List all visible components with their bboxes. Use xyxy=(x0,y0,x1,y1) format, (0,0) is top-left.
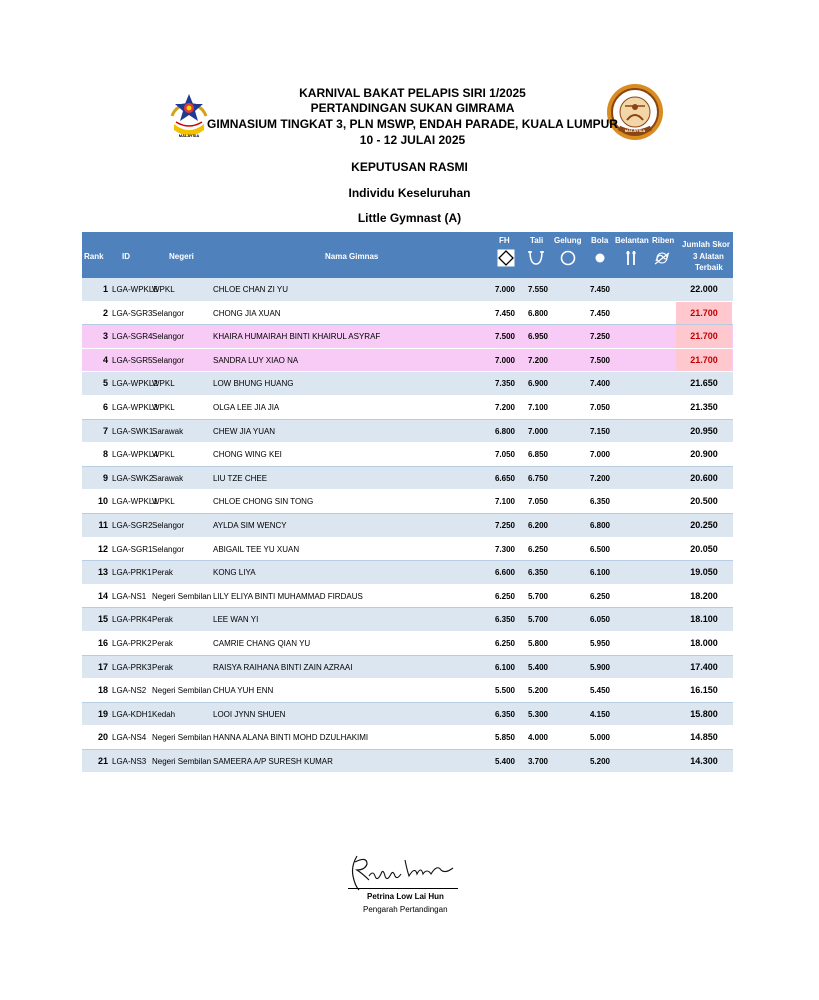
col-id: ID xyxy=(122,252,130,261)
rank-cell: 13 xyxy=(97,567,108,578)
ribbon-icon xyxy=(653,249,671,267)
bola-score-cell: 6.800 xyxy=(589,520,610,530)
logo-left-text: MALAYSIA xyxy=(178,133,200,138)
negeri-cell: Negeri Sembilan xyxy=(152,733,212,743)
name-cell: LEE WAN YI xyxy=(213,615,259,625)
id-cell: LGA-WPKL3 xyxy=(112,402,158,412)
id-cell: LGA-SWK1 xyxy=(112,426,154,436)
rank-cell: 1 xyxy=(102,284,108,294)
bola-score-cell: 5.900 xyxy=(589,662,610,672)
rank-cell: 11 xyxy=(98,519,108,530)
tali-score-cell: 5.700 xyxy=(527,591,548,601)
fh-score-cell: 6.800 xyxy=(494,426,515,436)
col-bola: Bola xyxy=(591,236,609,245)
bola-score-cell: 6.100 xyxy=(589,568,610,578)
tali-score-cell: 6.850 xyxy=(527,450,548,460)
total-score-cell: 20.600 xyxy=(690,472,718,483)
table-row xyxy=(82,726,733,750)
table-row xyxy=(82,750,733,774)
table-row xyxy=(82,467,733,491)
category-heading: Individu Keseluruhan xyxy=(348,186,471,200)
col-jumlah-1: Jumlah Skor xyxy=(682,240,731,249)
results-table xyxy=(82,232,733,773)
tali-score-cell: 6.250 xyxy=(527,544,548,554)
id-cell: LGA-NS2 xyxy=(112,686,147,696)
fh-score-cell: 7.500 xyxy=(494,332,515,342)
tali-score-cell: 3.700 xyxy=(527,756,548,766)
bola-score-cell: 7.250 xyxy=(589,332,610,342)
fh-score-cell: 5.400 xyxy=(494,756,515,766)
negeri-cell: Negeri Sembilan xyxy=(152,591,212,601)
table-row xyxy=(82,656,733,680)
total-score-cell: 16.150 xyxy=(690,685,718,696)
table-row xyxy=(82,608,733,632)
fh-score-cell: 7.450 xyxy=(494,308,515,318)
rank-cell: 3 xyxy=(102,331,108,342)
id-cell: LGA-WPKL1 xyxy=(112,497,158,507)
name-cell: LIU TZE CHEE xyxy=(213,473,268,483)
table-row xyxy=(82,703,733,727)
name-cell: KONG LIYA xyxy=(213,568,256,578)
id-cell: LGA-WPKL2 xyxy=(112,379,158,389)
bola-score-cell: 7.200 xyxy=(589,473,610,483)
total-score-cell: 14.300 xyxy=(690,755,718,766)
bola-score-cell: 7.000 xyxy=(589,450,610,460)
bola-score-cell: 7.150 xyxy=(589,426,610,436)
tali-score-cell: 5.300 xyxy=(527,709,548,719)
fh-score-cell: 6.350 xyxy=(494,615,515,625)
table-row xyxy=(82,349,733,373)
event-subtitle: PERTANDINGAN SUKAN GIMRAMA xyxy=(310,101,515,115)
table-row xyxy=(82,561,733,585)
name-cell: SAMEERA A/P SURESH KUMAR xyxy=(213,756,333,766)
table-row xyxy=(82,396,733,420)
negeri-cell: Sarawak xyxy=(152,473,184,483)
col-gelung: Gelung xyxy=(554,236,582,245)
bola-score-cell: 7.050 xyxy=(589,402,610,412)
id-cell: LGA-SWK2 xyxy=(112,473,154,483)
bola-score-cell: 7.500 xyxy=(589,355,610,365)
col-belantan: Belantan xyxy=(615,236,649,245)
name-cell: AYLDA SIM WENCY xyxy=(213,520,287,530)
table-row xyxy=(82,538,733,562)
id-cell: LGA-NS1 xyxy=(112,591,147,601)
id-cell: LGA-SGR3 xyxy=(112,308,153,318)
rank-cell: 4 xyxy=(102,354,108,365)
bola-score-cell: 5.450 xyxy=(589,686,610,696)
name-cell: ABIGAIL TEE YU XUAN xyxy=(213,544,300,554)
negeri-cell: WPKL xyxy=(152,402,175,412)
total-score-cell: 20.250 xyxy=(690,519,718,530)
rank-cell: 12 xyxy=(97,543,108,554)
bola-score-cell: 7.450 xyxy=(589,285,610,294)
table-row xyxy=(82,585,733,609)
negeri-cell: Selangor xyxy=(152,355,185,365)
tali-score-cell: 6.800 xyxy=(527,308,548,318)
rank-cell: 20 xyxy=(97,732,108,743)
fh-score-cell: 7.050 xyxy=(494,450,515,460)
name-cell: CHONG WING KEI xyxy=(213,450,282,460)
total-score-cell: 21.700 xyxy=(676,302,732,325)
bola-score-cell: 7.450 xyxy=(589,308,610,318)
bola-score-cell: 6.250 xyxy=(589,591,610,601)
total-score-cell: 22.000 xyxy=(690,284,718,294)
fh-score-cell: 7.350 xyxy=(494,379,515,389)
total-score-cell: 18.100 xyxy=(690,614,718,625)
rank-cell: 18 xyxy=(97,685,108,696)
fh-score-cell: 5.850 xyxy=(494,733,515,743)
tali-score-cell: 6.900 xyxy=(527,379,548,389)
bola-score-cell: 5.950 xyxy=(589,638,610,648)
col-tali: Tali xyxy=(530,236,544,245)
bola-score-cell: 5.200 xyxy=(589,756,610,766)
fh-score-cell: 7.250 xyxy=(494,520,515,530)
clubs-icon xyxy=(622,249,640,267)
total-score-cell: 14.850 xyxy=(690,732,718,743)
tali-score-cell: 5.800 xyxy=(527,638,548,648)
rank-cell: 15 xyxy=(97,614,108,625)
results-heading: KEPUTUSAN RASMI xyxy=(351,160,468,174)
rank-cell: 17 xyxy=(97,661,108,672)
name-cell: HANNA ALANA BINTI MOHD DZULHAKIMI xyxy=(213,733,369,743)
fh-score-cell: 6.600 xyxy=(494,568,515,578)
rank-cell: 16 xyxy=(97,637,108,648)
id-cell: LGA-PRK1 xyxy=(112,568,152,578)
total-score-cell: 17.400 xyxy=(690,661,718,672)
table-row xyxy=(82,325,733,349)
table-row xyxy=(82,302,733,326)
division-heading: Little Gymnast (A) xyxy=(357,211,462,225)
total-score-cell: 21.700 xyxy=(676,349,732,372)
rank-cell: 19 xyxy=(97,708,108,719)
total-score-cell: 18.000 xyxy=(690,637,718,648)
id-cell: LGA-SGR2 xyxy=(112,520,153,530)
tali-score-cell: 5.400 xyxy=(527,662,548,672)
table-row xyxy=(82,679,733,703)
name-cell: LILY ELIYA BINTI MUHAMMAD FIRDAUS xyxy=(213,591,363,601)
col-riben: Riben xyxy=(652,236,675,245)
name-cell: LOW BHUNG HUANG xyxy=(213,379,294,389)
negeri-cell: WPKL xyxy=(152,450,175,460)
total-score-cell: 21.350 xyxy=(690,401,718,412)
bola-score-cell: 4.150 xyxy=(589,709,610,719)
bola-score-cell: 6.050 xyxy=(589,615,610,625)
table-body xyxy=(82,278,733,773)
name-cell: CHONG JIA XUAN xyxy=(213,308,281,318)
name-cell: CHLOE CHONG SIN TONG xyxy=(213,497,314,507)
col-nama: Nama Gimnas xyxy=(325,252,379,261)
event-title: KARNIVAL BAKAT PELAPIS SIRI 1/2025 xyxy=(299,86,526,100)
rope-icon xyxy=(527,249,545,267)
rank-cell: 5 xyxy=(102,378,108,389)
total-score-cell: 18.200 xyxy=(690,590,718,601)
id-cell: LGA-NS4 xyxy=(112,733,147,743)
fh-score-cell: 7.200 xyxy=(494,402,515,412)
total-score-cell: 20.950 xyxy=(690,425,718,436)
name-cell: CHUA YUH ENN xyxy=(213,686,274,696)
signatory-title: Pengarah Pertandingan xyxy=(363,905,448,914)
name-cell: RAISYA RAIHANA BINTI ZAIN AZRAAI xyxy=(213,662,353,672)
fh-score-cell: 6.350 xyxy=(494,709,515,719)
tali-score-cell: 5.200 xyxy=(527,686,548,696)
col-fh: FH xyxy=(499,236,510,245)
logo-right-text: MALAYSIA xyxy=(624,128,646,133)
rank-cell: 2 xyxy=(102,307,108,318)
tali-score-cell: 6.200 xyxy=(527,520,548,530)
id-cell: LGA-SGR1 xyxy=(112,544,153,554)
rank-cell: 10 xyxy=(97,496,108,507)
id-cell: LGA-PRK3 xyxy=(112,662,152,672)
name-cell: OLGA LEE JIA JIA xyxy=(213,402,280,412)
total-score-cell: 20.050 xyxy=(690,543,718,554)
negeri-cell: Perak xyxy=(152,568,173,578)
tali-score-cell: 5.700 xyxy=(527,615,548,625)
name-cell: CHLOE CHAN ZI YU xyxy=(213,285,288,294)
fh-score-cell: 7.000 xyxy=(494,285,515,294)
name-cell: SANDRA LUY XIAO NA xyxy=(213,355,299,365)
total-score-cell: 19.050 xyxy=(690,567,718,578)
table-row xyxy=(82,420,733,444)
total-score-cell: 15.800 xyxy=(690,708,718,719)
negeri-cell: WPKL xyxy=(152,379,175,389)
ball-icon xyxy=(591,249,609,267)
negeri-cell: Kedah xyxy=(152,709,176,719)
fh-score-cell: 7.000 xyxy=(494,355,515,365)
col-jumlah-2: 3 Alatan xyxy=(693,252,724,261)
rank-cell: 6 xyxy=(102,401,108,412)
freehand-diamond-icon xyxy=(497,249,515,267)
id-cell: LGA-KDH1 xyxy=(112,709,153,719)
negeri-cell: Perak xyxy=(152,615,173,625)
negeri-cell: Selangor xyxy=(152,520,185,530)
total-score-cell: 21.700 xyxy=(676,325,732,348)
tali-score-cell: 6.950 xyxy=(527,332,548,342)
id-cell: LGA-SGR4 xyxy=(112,332,153,342)
tali-score-cell: 7.100 xyxy=(527,402,548,412)
fh-score-cell: 6.650 xyxy=(494,473,515,483)
hoop-icon xyxy=(559,249,577,267)
fh-score-cell: 5.500 xyxy=(494,686,515,696)
rank-cell: 7 xyxy=(102,425,108,436)
event-date: 10 - 12 JULAI 2025 xyxy=(359,133,466,147)
signature-script: Petrina Low xyxy=(345,852,351,853)
bola-score-cell: 7.400 xyxy=(589,379,610,389)
negeri-cell: WPKL xyxy=(152,285,175,294)
rank-cell: 21 xyxy=(97,755,108,766)
negeri-cell: Selangor xyxy=(152,332,185,342)
id-cell: LGA-WPKL5 xyxy=(112,285,158,294)
tali-score-cell: 6.350 xyxy=(527,568,548,578)
total-score-cell: 21.650 xyxy=(690,378,718,389)
name-cell: CAMRIE CHANG QIAN YU xyxy=(213,638,311,648)
col-jumlah-3: Terbaik xyxy=(695,263,723,272)
bola-score-cell: 6.350 xyxy=(589,497,610,507)
tali-score-cell: 7.550 xyxy=(527,285,548,294)
tali-score-cell: 6.750 xyxy=(527,473,548,483)
negeri-cell: Sarawak xyxy=(152,426,184,436)
event-venue: GIMNASIUM TINGKAT 3, PLN MSWP, ENDAH PARADE, KUALA LUMPUR xyxy=(207,117,618,131)
fh-score-cell: 6.250 xyxy=(494,638,515,648)
name-cell: KHAIRA HUMAIRAH BINTI KHAIRUL ASYRAF xyxy=(213,332,381,342)
col-negeri: Negeri xyxy=(169,252,194,261)
name-cell: LOOI JYNN SHUEN xyxy=(213,709,286,719)
fh-score-cell: 7.300 xyxy=(494,544,515,554)
negeri-cell: Selangor xyxy=(152,544,185,554)
negeri-cell: Selangor xyxy=(152,308,185,318)
fh-score-cell: 6.100 xyxy=(494,662,515,672)
table-row xyxy=(82,514,733,538)
id-cell: LGA-WPKL4 xyxy=(112,450,158,460)
bola-score-cell: 5.000 xyxy=(589,733,610,743)
total-score-cell: 20.900 xyxy=(690,449,718,460)
signatory-name: Petrina Low Lai Hun xyxy=(367,892,444,901)
id-cell: LGA-PRK4 xyxy=(112,615,152,625)
rank-cell: 9 xyxy=(102,472,108,483)
tali-score-cell: 7.000 xyxy=(527,426,548,436)
tali-score-cell: 4.000 xyxy=(527,733,548,743)
table-row xyxy=(82,443,733,467)
negeri-cell: Negeri Sembilan xyxy=(152,756,212,766)
table-row xyxy=(82,632,733,656)
id-cell: LGA-SGR5 xyxy=(112,355,153,365)
fh-score-cell: 6.250 xyxy=(494,591,515,601)
tali-score-cell: 7.200 xyxy=(527,355,548,365)
table-header xyxy=(82,232,733,278)
signature-line xyxy=(348,888,458,889)
col-rank: Rank xyxy=(84,252,104,261)
total-score-cell: 20.500 xyxy=(690,496,718,507)
negeri-cell: Perak xyxy=(152,638,173,648)
name-cell: CHEW JIA YUAN xyxy=(213,426,276,436)
id-cell: LGA-PRK2 xyxy=(112,638,152,648)
tali-score-cell: 7.050 xyxy=(527,497,548,507)
rank-cell: 14 xyxy=(97,590,108,601)
table-row xyxy=(82,490,733,514)
rank-cell: 8 xyxy=(102,449,108,460)
fh-score-cell: 7.100 xyxy=(494,497,515,507)
negeri-cell: Negeri Sembilan xyxy=(152,686,212,696)
table-row xyxy=(82,278,733,302)
id-cell: LGA-NS3 xyxy=(112,756,147,766)
negeri-cell: Perak xyxy=(152,662,173,672)
negeri-cell: WPKL xyxy=(152,497,175,507)
table-row xyxy=(82,372,733,396)
bola-score-cell: 6.500 xyxy=(589,544,610,554)
